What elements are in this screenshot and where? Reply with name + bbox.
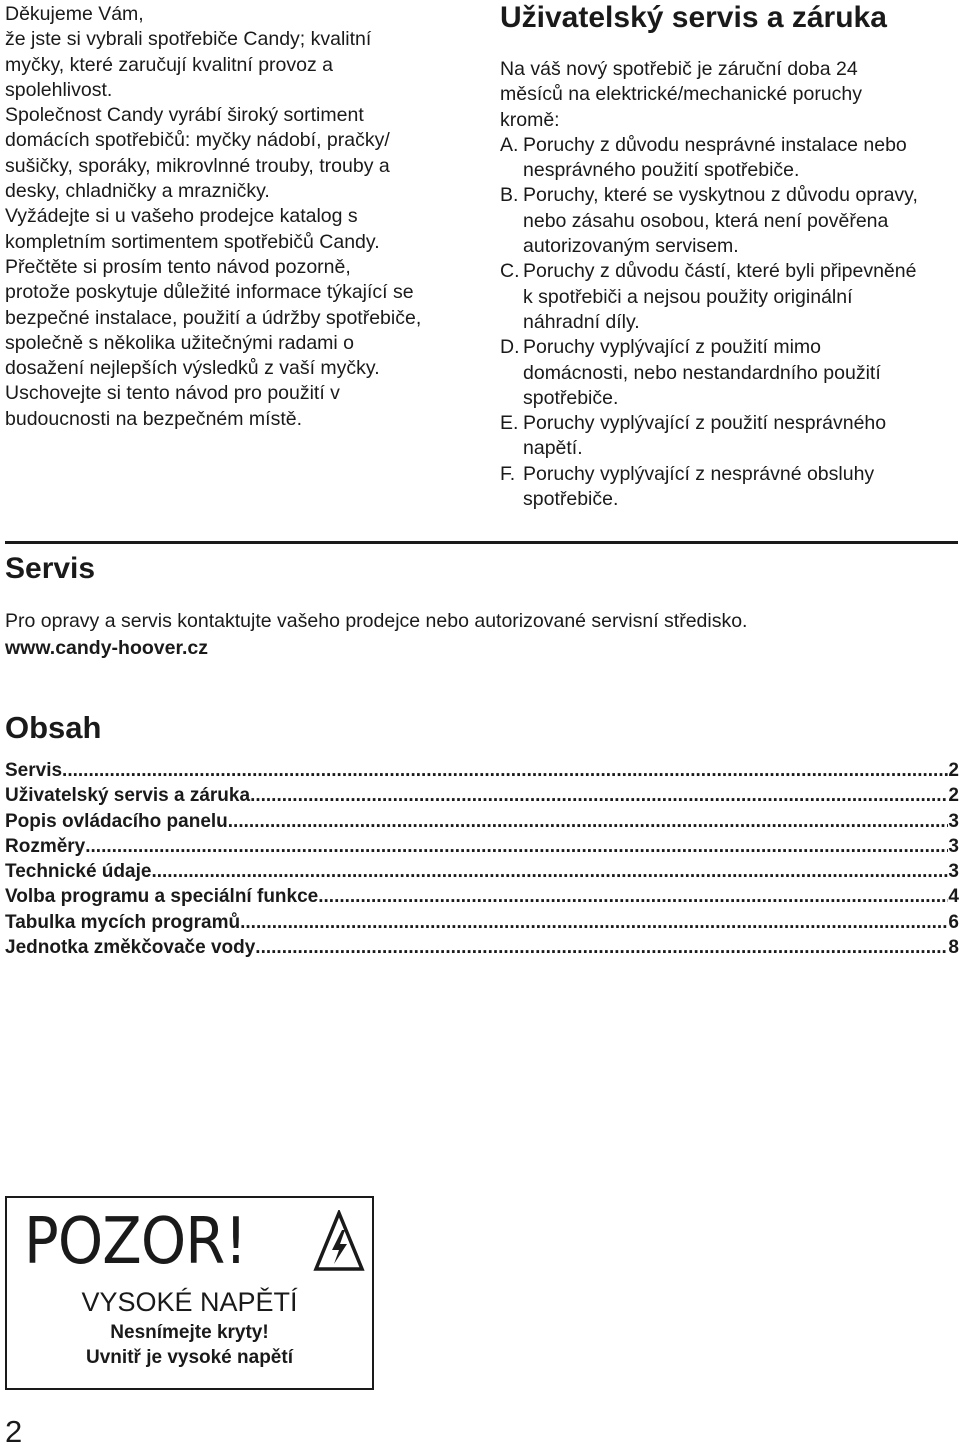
toc-entry[interactable] [5,859,959,884]
high-voltage-icon [313,1210,365,1274]
item-line: spotřebiče. [523,386,619,409]
toc-leader [151,859,948,884]
item-line: Poruchy z důvodu částí, které byli připevněné [523,260,917,283]
intro-line: budoucnosti na bezpečném místě. [5,407,303,430]
item-line: Poruchy z důvodu nesprávné instalace nebo [523,133,907,156]
warning-title: POZOR! [24,1205,247,1279]
toc-leader [250,783,948,808]
warranty-intro-line: měsíců na elektrické/mechanické poruchy [500,83,862,106]
toc-label: Technické údaje [5,861,152,883]
intro-line: že jste si vybrali spotřebiče Candy; kvalitní [5,28,372,51]
warranty-item-a [500,133,958,184]
warranty-item-c [500,259,958,335]
contents-heading: Obsah [5,710,102,745]
page-number: 2 [5,1414,23,1449]
warranty-intro-line: Na váš nový spotřebič je záruční doba 24 [500,58,858,80]
item-line: domácnosti, nebo nestandardního použití [523,361,881,384]
toc-entry[interactable] [5,935,959,960]
toc-leader [255,935,948,960]
toc-page: 4 [948,886,959,908]
intro-line: Vyžádejte si u vašeho prodejce katalog s [5,205,358,228]
toc-entry[interactable] [5,834,959,859]
intro-line: dosažení nejlepších výsledků z vaší myčky. [5,357,380,380]
warranty-item-e [500,411,958,462]
warranty-intro-line: kromě: [500,108,560,131]
warning-box [5,1196,374,1390]
toc-label: Popis ovládacího panelu [5,810,228,832]
toc-page: 6 [948,911,959,933]
service-heading: Servis [5,552,96,585]
warning-line-1: Nesnímejte kryty! [110,1322,269,1343]
item-line: náhradní díly. [523,310,640,333]
toc-entry[interactable] [5,758,959,783]
item-line: napětí. [523,437,583,460]
toc-leader [240,910,948,935]
item-line: Poruchy vyplývající z nesprávné obsluhy [523,462,875,485]
intro-line: desky, chladničky a mrazničky. [5,180,270,203]
toc-label: Volba programu a speciální funkce [5,886,319,908]
intro-line: myčky, které zaručují kvalitní provoz a [5,53,333,76]
item-key: B. [500,184,519,207]
warranty-item-d [500,335,958,411]
intro-line: bezpečné instalace, použití a údržby spotřebiče, [5,306,422,329]
item-key: A. [500,133,519,156]
intro-line: protože poskytuje důležité informace týkající se [5,281,414,304]
intro-line: společně s několika užitečnými radami o [5,331,355,354]
item-key: E. [500,412,519,435]
item-key: D. [500,336,520,359]
toc-label: Tabulka mycích programů [5,911,241,933]
intro-line: Děkujeme Vám, [5,3,144,25]
warranty-item-b [500,183,958,259]
item-line: Poruchy vyplývající z použití nesprávného [523,412,887,435]
intro-line: domácích spotřebičů: myčky nádobí, pračky/ [5,129,390,152]
warranty-item-f [500,462,958,513]
warranty-heading: Uživatelský servis a záruka [500,1,887,34]
warning-line-2: Uvnitř je vysoké napětí [86,1347,293,1368]
warning-subtitle: VYSOKÉ NAPĚTÍ [81,1287,298,1317]
toc-label: Uživatelský servis a záruka [5,785,251,807]
intro-text [5,2,475,432]
item-line: k spotřebiči a nejsou použity originální [523,285,853,308]
item-key: F. [500,462,516,485]
toc-page: 3 [948,861,959,883]
intro-line: kompletním sortimentem spotřebičů Candy. [5,230,380,253]
toc-page: 3 [948,810,959,832]
item-line: nesprávného použití spotřebiče. [523,159,800,182]
toc-leader [318,884,948,909]
section-divider [5,541,958,544]
toc-leader [85,834,948,859]
warranty-section [500,0,958,512]
toc-leader [62,758,948,783]
toc-leader [228,809,949,834]
toc-page: 8 [948,937,959,959]
table-of-contents [5,758,959,960]
intro-line: spolehlivost. [5,78,113,101]
toc-page: 3 [948,835,959,857]
service-url[interactable]: www.candy-hoover.cz [5,637,208,659]
item-key: C. [500,260,520,283]
item-line: nebo zásahu osobou, která není pověřena [523,209,889,232]
item-line: Poruchy vyplývající z použití mimo [523,336,822,359]
toc-entry[interactable] [5,910,959,935]
service-text: Pro opravy a servis kontaktujte vašeho prodejce nebo autorizované servisní středisko. [5,610,748,632]
intro-line: Přečtěte si prosím tento návod pozorně, [5,255,351,278]
toc-entry[interactable] [5,884,959,909]
item-line: autorizovaným servisem. [523,235,739,258]
intro-line: Společnost Candy vyrábí široký sortiment [5,104,364,127]
item-line: spotřebiče. [523,488,619,511]
toc-page: 2 [948,760,959,781]
intro-line: sušičky, sporáky, mikrovlnné trouby, trouby a [5,154,390,177]
toc-entry[interactable] [5,809,959,834]
toc-page: 2 [948,785,959,807]
toc-label: Rozměry [5,835,86,857]
toc-label: Jednotka změkčovače vody [5,937,256,959]
toc-label: Servis [5,760,63,781]
item-line: Poruchy, které se vyskytnou z důvodu opravy, [523,184,918,207]
toc-entry[interactable] [5,783,959,808]
intro-line: Uschovejte si tento návod pro použití v [5,382,340,405]
